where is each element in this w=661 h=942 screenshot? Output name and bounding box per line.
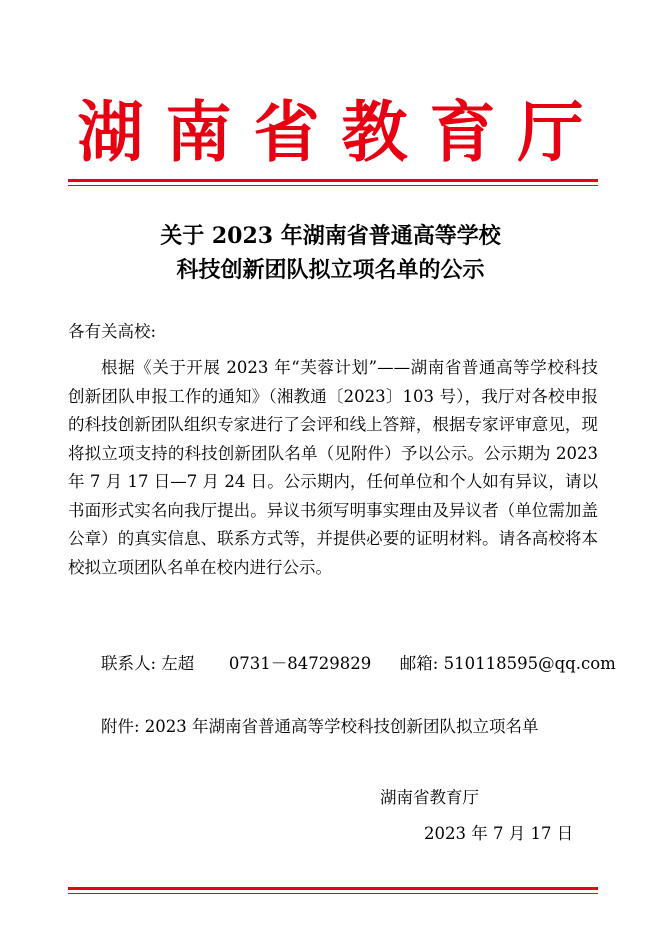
header-divider: [68, 179, 598, 186]
body-paragraph: 根据《关于开展 2023 年“芙蓉计划”——湖南省普通高等学校科技创新团队申报工作的通知》（湘教通〔2023〕103 号），我厅对各校申报的科技创新团队组织专家进行了会评和线上答辩，根据专家评审意见，现将拟立项支持的科技创新团队名单（见附件）予以公示。公示期为 2023 年 7 月 17 日—7 月 24 日。公示期内，任何单位和个人如有异议，请以书面形式实名向我厅提出。异议书须写明事实理由及异议者（单位需加盖公章）的真实信息、联系方式等，并提供必要的证明材料。请各高校将本校拟立项团队名单在校内进行公示。: [68, 358, 598, 577]
contact-person: 联系人: 左超: [101, 654, 195, 673]
agency-masthead: 湖南省教育厅: [77, 93, 606, 171]
document-title-line-2: 科技创新团队拟立项名单的公示: [176, 257, 485, 283]
document-title-line-1: 关于 2023 年湖南省普通高等学校: [160, 223, 501, 249]
footer-divider: [68, 887, 598, 894]
contact-phone: 0731－84729829: [228, 654, 372, 673]
attachment-note: 附件: 2023 年湖南省普通高等学校科技创新团队拟立项名单: [101, 717, 539, 736]
contact-line: [101, 650, 616, 678]
salutation: 各有关高校:: [68, 322, 157, 341]
signature-date: 2023 年 7 月 17 日: [424, 824, 574, 843]
signature-org: 湖南省教育厅: [380, 788, 479, 807]
contact-email: 邮箱: 510118595@qq.com: [399, 654, 616, 673]
